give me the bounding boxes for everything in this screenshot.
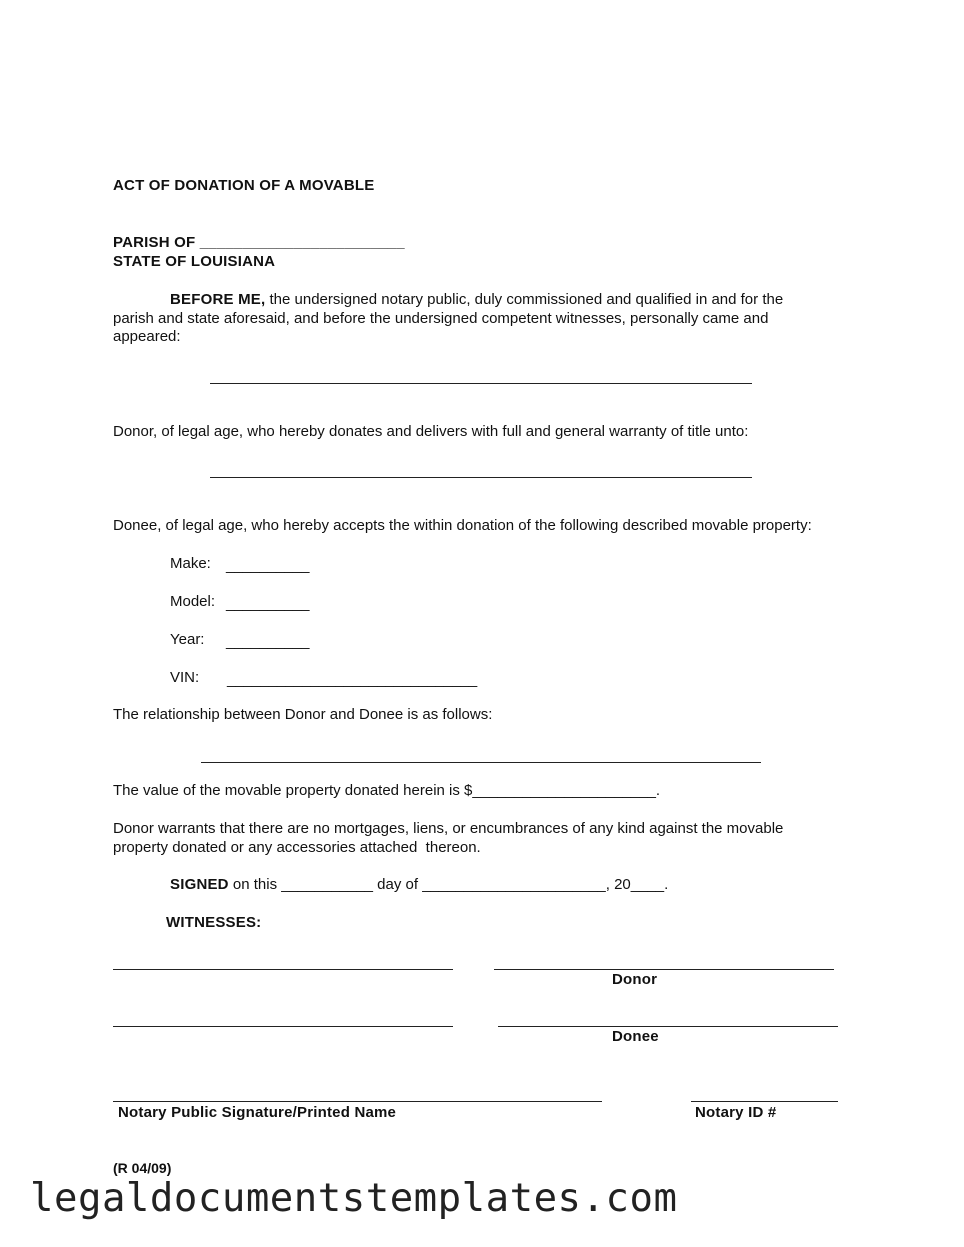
model-blank: __________ <box>226 595 310 612</box>
notary-id-line <box>691 1101 838 1102</box>
witnesses-label: WITNESSES: <box>166 914 262 931</box>
parish-label: PARISH OF <box>113 234 196 251</box>
intro-line-3: appeared: <box>113 328 181 345</box>
donor-statement: Donor, of legal age, who hereby donates and delivers with full and general warranty of title unto: <box>113 423 749 440</box>
donee-name-line <box>210 477 752 478</box>
vin-blank: ______________________________ <box>227 671 478 688</box>
parish-line <box>113 233 405 252</box>
signed-rest: on this ___________ day of ______________________, 20____. <box>228 876 669 893</box>
warrant-line-1: Donor warrants that there are no mortgages, liens, or encumbrances of any kind against the movable <box>113 820 784 837</box>
year-label: Year: <box>170 631 205 648</box>
donee-statement: Donee, of legal age, who hereby accepts the within donation of the following described movable property: <box>113 517 812 534</box>
document-title: ACT OF DONATION OF A MOVABLE <box>113 177 375 194</box>
watermark-text: legaldocumentstemplates.com <box>30 1176 678 1221</box>
donor-name-line <box>210 383 752 384</box>
state-label: STATE OF LOUISIANA <box>113 253 276 270</box>
value-text: The value of the movable property donated herein is $ <box>113 782 473 799</box>
notary-id-label: Notary ID # <box>695 1104 777 1121</box>
make-label: Make: <box>170 555 211 572</box>
vin-label: VIN: <box>170 669 200 686</box>
intro-line-1 <box>170 290 783 309</box>
signed-label: SIGNED <box>170 876 229 893</box>
donee-signature-line <box>498 1026 838 1027</box>
notary-label: Notary Public Signature/Printed Name <box>118 1104 397 1121</box>
parish-blank: ________________________ <box>199 234 405 251</box>
donee-label: Donee <box>612 1028 659 1045</box>
revision-code: (R 04/09) <box>113 1160 172 1176</box>
model-label: Model: <box>170 593 216 610</box>
warrant-line-2: property donated or any accessories attached thereon. <box>113 839 481 856</box>
intro-rest: the undersigned notary public, duly commissioned and qualified in and for the <box>265 291 784 308</box>
relationship-line <box>201 762 761 763</box>
signed-line <box>170 875 668 894</box>
year-blank: __________ <box>226 633 310 650</box>
donor-label: Donor <box>612 971 658 988</box>
make-blank: __________ <box>226 557 310 574</box>
donor-signature-line <box>494 969 834 970</box>
intro-line-2: parish and state aforesaid, and before the undersigned competent witnesses, personally came and <box>113 310 769 327</box>
value-statement <box>113 781 660 800</box>
relationship-statement: The relationship between Donor and Donee is as follows: <box>113 706 493 723</box>
before-me-text: BEFORE ME, <box>170 291 266 308</box>
witness-2-signature-line <box>113 1026 453 1027</box>
value-blank: ______________________. <box>472 782 661 799</box>
witness-1-signature-line <box>113 969 453 970</box>
notary-signature-line <box>113 1101 602 1102</box>
